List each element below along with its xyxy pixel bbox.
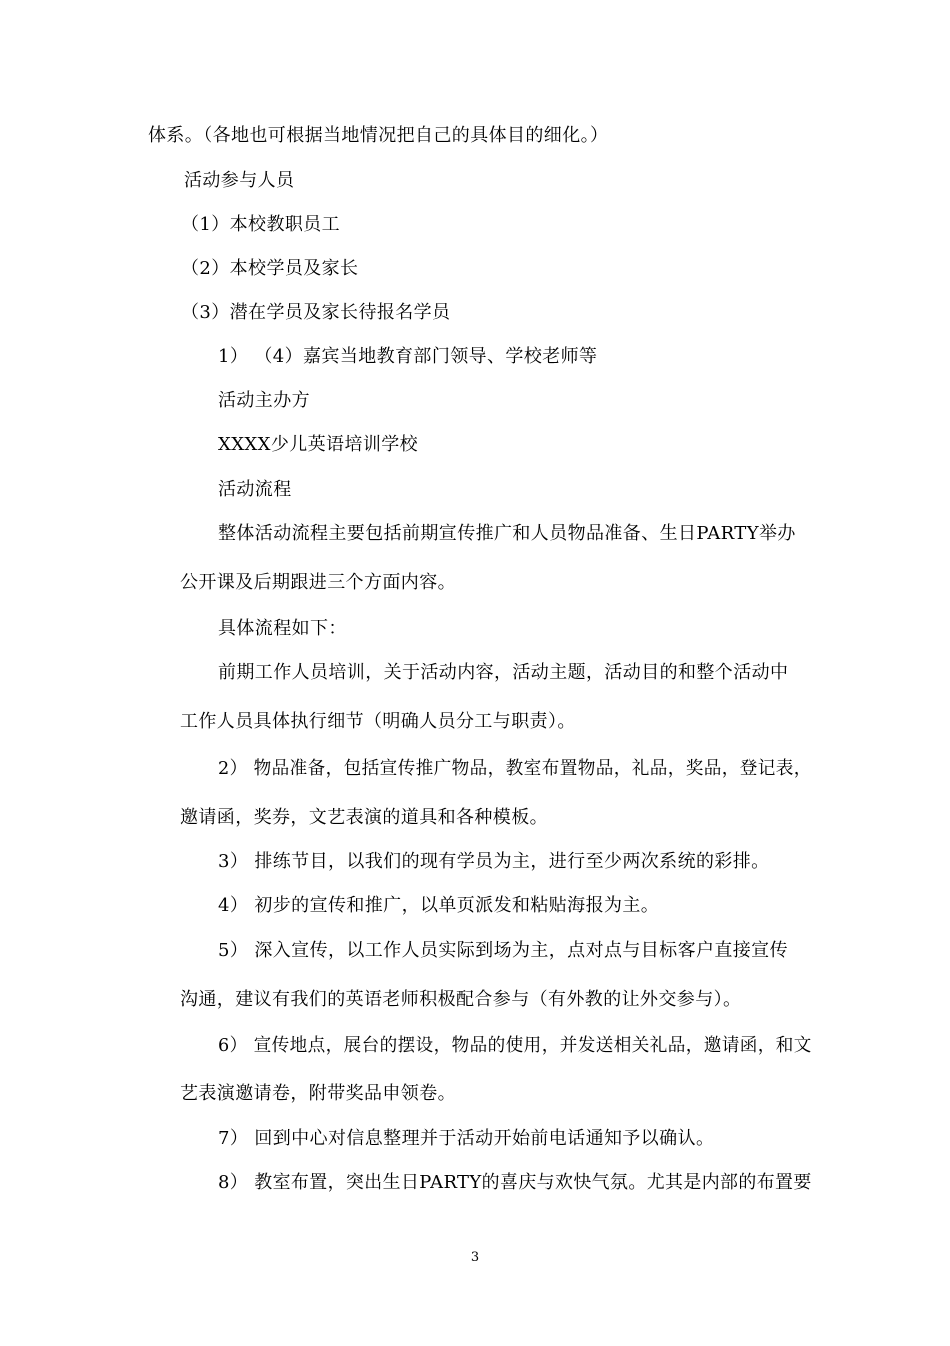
list-item: 6） 宣传地点，展台的摆设，物品的使用，并发送相关礼品，邀请函，和文 [218,1035,812,1056]
list-item: 4） 初步的宣传和推广，以单页派发和粘贴海报为主。 [218,895,660,916]
section-heading-organizer: 活动主办方 [218,390,310,411]
text-line: 沟通，建议有我们的英语老师积极配合参与（有外教的让外交参与）。 [180,989,742,1010]
list-item: （3）潜在学员及家长待报名学员 [181,302,451,323]
text-line: 前期工作人员培训，关于活动内容，活动主题，活动目的和整个活动中 [218,662,789,683]
list-item: 8） 教室布置，突出生日PARTY的喜庆与欢快气氛。尤其是内部的布置要 [218,1172,812,1193]
list-item: 5） 深入宣传，以工作人员实际到场为主，点对点与目标客户直接宣传 [218,940,788,961]
text-line: 艺表演邀请卷，附带奖品申领卷。 [180,1083,456,1104]
list-item: 7） 回到中心对信息整理并于活动开始前电话通知予以确认。 [218,1128,715,1149]
section-heading-participants: 活动参与人员 [184,170,295,191]
list-item: （2）本校学员及家长 [181,258,359,279]
list-item: （1）本校教职员工 [181,214,341,235]
text-line: 公开课及后期跟进三个方面内容。 [180,572,456,593]
text-line: 体系。（各地也可根据当地情况把自己的具体目的细化。） [148,125,609,146]
page-number: 3 [470,1250,480,1265]
list-item: 1） （4）嘉宾当地教育部门领导、学校老师等 [218,346,598,367]
text-line: 整体活动流程主要包括前期宣传推广和人员物品准备、生日PARTY举办 [218,523,796,544]
text-line: 工作人员具体执行细节（明确人员分工与职责）。 [180,711,576,732]
text-line: XXXX少儿英语培训学校 [218,434,419,455]
list-item: 2） 物品准备，包括宣传推广物品，教室布置物品，礼品，奖品，登记表， [218,758,812,779]
text-line: 具体流程如下： [218,618,347,639]
list-item: 3） 排练节目，以我们的现有学员为主，进行至少两次系统的彩排。 [218,851,770,872]
section-heading-process: 活动流程 [218,479,292,500]
text-line: 邀请函，奖券，文艺表演的道具和各种模板。 [180,807,548,828]
